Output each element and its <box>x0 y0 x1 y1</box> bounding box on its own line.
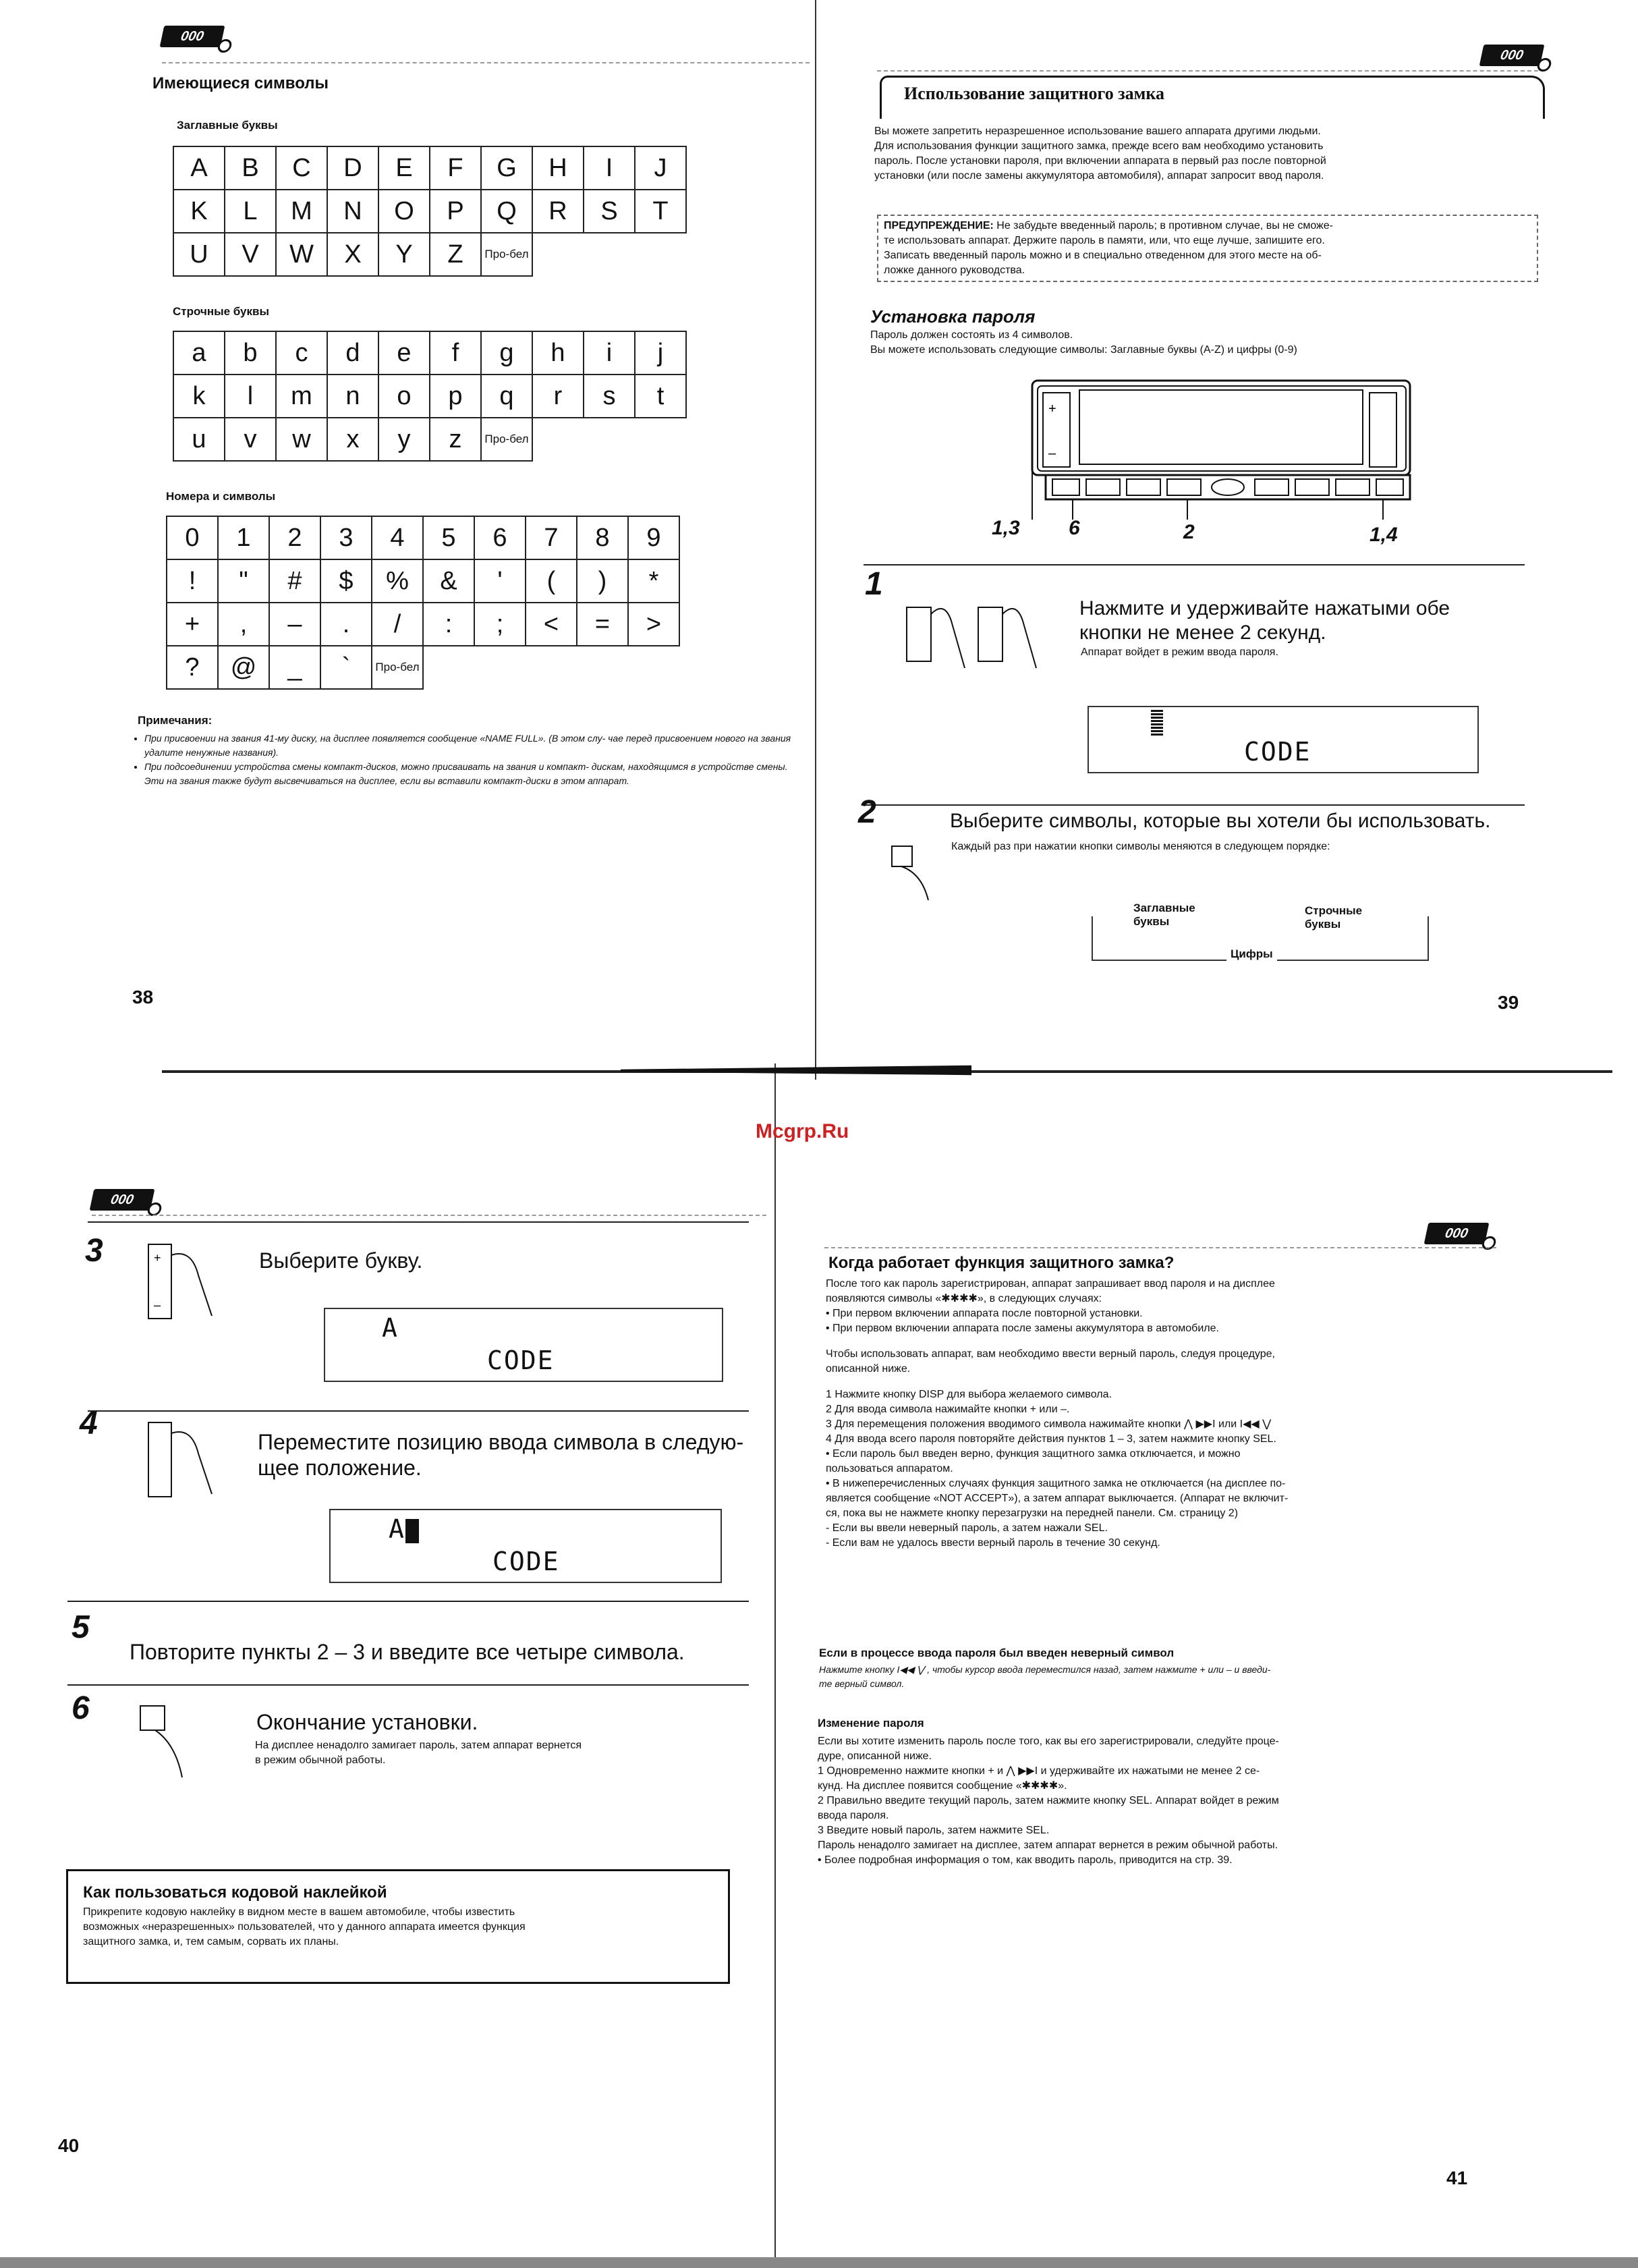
symbol-cell: 9 <box>628 516 679 559</box>
symbol-cell: x <box>327 418 378 461</box>
symbol-cell: * <box>628 559 679 603</box>
brand-logo: 000 <box>90 1189 155 1211</box>
callout-label: 6 <box>1069 517 1080 539</box>
symbol-cell: R <box>532 190 584 233</box>
symbol-cell: < <box>526 603 577 646</box>
symbol-cell: $ <box>320 559 372 603</box>
section-heading: Строчные буквы <box>173 305 269 318</box>
symbol-cell: n <box>327 375 378 418</box>
callout-label: 1,4 <box>1369 524 1398 546</box>
intro-text: Вы можете запретить неразрешенное использование вашего аппарата другими людьми. Для использования функции защитного замка, прежде всего вам необходимо установить пароль. После установки пароля, при включении аппарата в первый раз после повторной установки (или после замены аккумулятора автомобиля), аппарат запросит ввод пароля. <box>874 126 1326 182</box>
step-subtext: Аппарат войдет в режим ввода пароля. <box>1081 646 1278 658</box>
symbol-cell: l <box>225 375 276 418</box>
symbol-cell: U <box>173 233 225 276</box>
symbol-cell: : <box>423 603 474 646</box>
symbol-cell: Про-бел <box>481 233 532 276</box>
cycle-item: Заглавные буквы <box>1133 902 1214 929</box>
lcd-display: A CODE <box>329 1509 722 1583</box>
symbol-cell: C <box>276 146 327 190</box>
finger-press-icon <box>146 1420 227 1508</box>
sticker-box: Как пользоваться кодовой наклейкой Прикрепите кодовую наклейку в видном месте в вашем автомобиле, чтобы известить возможных «неразрешенных» пользователей, что у данного аппарата имеется функция защитного замка, и, тем самым, сорвать их планы. <box>66 1869 730 1984</box>
symbol-cell: & <box>423 559 474 603</box>
step-number: 2 <box>858 794 876 830</box>
symbol-cell: j <box>635 331 686 375</box>
symbol-cell: Про-бел <box>481 418 532 461</box>
symbol-cell: ? <box>167 646 218 689</box>
callout-label: 1,3 <box>992 517 1020 539</box>
symbol-cell: O <box>378 190 430 233</box>
symbol-cell: z <box>430 418 481 461</box>
svg-text:+: + <box>1048 402 1056 416</box>
symbol-cell: 3 <box>320 516 372 559</box>
step-text: Повторите пункты 2 – 3 и введите все четыре символа. <box>130 1640 685 1664</box>
section-heading: Заглавные буквы <box>177 119 278 132</box>
symbol-cell: Z <box>430 233 481 276</box>
symbol-cell: k <box>173 375 225 418</box>
symbol-cell: – <box>269 603 320 646</box>
brand-logo: 000 <box>1424 1223 1490 1244</box>
symbol-cell: , <box>218 603 269 646</box>
symbol-cell: " <box>218 559 269 603</box>
finger-press-icon <box>146 1242 227 1323</box>
empty-cell <box>423 646 474 689</box>
symbol-cell: a <box>173 331 225 375</box>
empty-cell <box>474 646 526 689</box>
symbol-cell: D <box>327 146 378 190</box>
empty-cell <box>628 646 679 689</box>
symbol-cell: q <box>481 375 532 418</box>
symbol-cell: V <box>225 233 276 276</box>
symbol-cell: % <box>372 559 423 603</box>
symbol-cell: m <box>276 375 327 418</box>
symbol-cell: I <box>584 146 635 190</box>
section-title: Когда работает функция защитного замка? <box>828 1254 1175 1272</box>
watermark: Mcgrp.Ru <box>756 1120 849 1142</box>
symbol-cell: b <box>225 331 276 375</box>
subheading: Изменение пароля <box>818 1717 924 1730</box>
symbol-cell: _ <box>269 646 320 689</box>
subheading: Установка пароля <box>870 306 1036 327</box>
symbol-cell: L <box>225 190 276 233</box>
lcd-display: A CODE <box>324 1308 723 1382</box>
symbol-cell: y <box>378 418 430 461</box>
step-text: Выберите символы, которые вы хотели бы использовать. <box>950 810 1491 832</box>
symbol-cell: 5 <box>423 516 474 559</box>
lowercase-table <box>173 331 687 462</box>
warning-box: ПРЕДУПРЕЖДЕНИЕ: Не забудьте введенный пароль; в противном случае, вы не сможе- те использовать аппарат. Держите пароль в памяти, или, что еще лучше, запишите его. Записать введенный пароль можно и в специально отведенном для этого месте на об- ложке данного руководства. <box>877 215 1538 282</box>
symbol-cell: c <box>276 331 327 375</box>
symbol-cell: A <box>173 146 225 190</box>
notes-list <box>144 731 806 788</box>
symbol-cell: N <box>327 190 378 233</box>
symbol-cell: 7 <box>526 516 577 559</box>
intro-text: После того как пароль зарегистрирован, аппарат запрашивает ввод пароля и на дисплее появляются символы «✱✱✱✱», в следующих случаях: • При первом включении аппарата после повторной установки. • При первом включении аппарата после замены аккумулятора в автомобиле. Чтобы использовать аппарат, вам необходимо ввести верный пароль, следуя процедуре, описанной ниже. 1 Нажмите кнопку DISP для выбора желаемого символа. 2 Для ввода символа нажимайте кнопки + или –. 3 Для перемещения положения вводимого символа нажимайте кнопки ⋀ ▶▶I или I◀◀ ⋁ 4 Для ввода всего пароля повторяйте действия пунктов 1 – 3, затем нажмите кнопку SEL. • Если пароль был введен верно, функция защитного замка отключается, и можно пользоваться аппаратом. • В нижеперечисленных случаях функция защитного замка не отключается (на дисплее по- является сообщение «NOT ACCEPT»), а затем аппарат выключается. (Аппарат не включит- ся, пока вы не нажмете кнопку перезагрузки на передней панели. См. страницу 2) - Если вы ввели неверный пароль, а затем нажали SEL. - Если вам не удалось ввести верный пароль в течение 30 секунд. <box>826 1278 1289 1549</box>
symbol-cell: ; <box>474 603 526 646</box>
symbol-cell: 1 <box>218 516 269 559</box>
symbol-cell: F <box>430 146 481 190</box>
symbol-cell: = <box>577 603 628 646</box>
empty-cell <box>532 418 584 461</box>
svg-text:+: + <box>154 1251 161 1265</box>
symbol-cell: . <box>320 603 372 646</box>
symbol-cell: r <box>532 375 584 418</box>
empty-cell <box>635 233 686 276</box>
brand-logo: 000 <box>1479 45 1545 66</box>
subheading: Если в процессе ввода пароля был введен неверный символ <box>819 1647 1175 1659</box>
step-number: 6 <box>72 1690 90 1726</box>
symbol-cell: ) <box>577 559 628 603</box>
symbol-cell: W <box>276 233 327 276</box>
symbol-cell: i <box>584 331 635 375</box>
symbol-cell: 2 <box>269 516 320 559</box>
symbol-cell: G <box>481 146 532 190</box>
symbol-cell: w <box>276 418 327 461</box>
brand-logo: 000 <box>160 26 225 47</box>
symbol-cell: / <box>372 603 423 646</box>
symbol-cell: s <box>584 375 635 418</box>
step-text: Нажмите и удерживайте нажатыми обе кнопки не менее 2 секунд. <box>1079 597 1450 644</box>
symbol-cell: d <box>327 331 378 375</box>
symbol-cell: 8 <box>577 516 628 559</box>
symbol-cell: J <box>635 146 686 190</box>
page-number: 40 <box>58 2135 80 2156</box>
empty-cell <box>532 233 584 276</box>
symbol-cell: 6 <box>474 516 526 559</box>
cycle-item: Цифры <box>1226 947 1277 961</box>
symbol-cell: M <box>276 190 327 233</box>
symbol-cell: e <box>378 331 430 375</box>
page-number: 39 <box>1498 992 1519 1013</box>
symbol-cell: 0 <box>167 516 218 559</box>
head-unit-drawing <box>1005 378 1423 526</box>
notes-title: Примечания: <box>138 714 213 727</box>
page-number: 38 <box>132 987 154 1007</box>
empty-cell <box>584 418 635 461</box>
set-text: Пароль должен состоять из 4 символов. Вы можете использовать следующие символы: Заглавные буквы (A-Z) и цифры (0-9) <box>870 329 1297 356</box>
symbol-cell: Про-бел <box>372 646 423 689</box>
numbers-table <box>166 516 680 690</box>
callout-label: 2 <box>1183 521 1195 543</box>
symbol-cell: H <box>532 146 584 190</box>
finger-press-icon <box>135 1700 202 1788</box>
step-number: 5 <box>72 1609 90 1645</box>
note-item: • При подсоединении устройства смены компакт-дисков, можно присваивать на звания и компакт- дискам, находящимся в устройстве смены. Эти на звания также будут высвечиваться на дисплее, если вы вставили компакт-диски в этом аппарат. <box>144 760 806 788</box>
symbol-cell: T <box>635 190 686 233</box>
empty-cell <box>526 646 577 689</box>
section-title: Использование защитного замка <box>904 84 1164 103</box>
symbol-cell: ! <box>167 559 218 603</box>
symbol-cell: > <box>628 603 679 646</box>
step-number: 1 <box>865 566 883 602</box>
svg-text:–: – <box>1048 446 1056 461</box>
symbol-cell: S <box>584 190 635 233</box>
symbol-cell: @ <box>218 646 269 689</box>
symbol-cell: f <box>430 331 481 375</box>
empty-cell <box>635 418 686 461</box>
step-number: 4 <box>80 1406 98 1441</box>
symbol-cell: K <box>173 190 225 233</box>
symbol-cell: h <box>532 331 584 375</box>
lcd-display: CODE <box>1088 706 1479 773</box>
finger-press-icon <box>888 842 942 916</box>
step-subtext: Каждый раз при нажатии кнопки символы меняются в следующем порядке: <box>951 841 1330 852</box>
step-text: Переместите позицию ввода символа в следую- щее положение. <box>258 1430 744 1480</box>
symbol-cell: ( <box>526 559 577 603</box>
symbol-cell: P <box>430 190 481 233</box>
symbol-cell: Q <box>481 190 532 233</box>
symbol-cell: B <box>225 146 276 190</box>
symbol-cell: 4 <box>372 516 423 559</box>
note-item: • При присвоении на звания 41-му диску, на дисплее появляется сообщение «NAME FULL». (В этом слу- чае перед присвоением нового на звания удалите ненужные названия). <box>144 731 806 760</box>
symbol-cell: o <box>378 375 430 418</box>
section-heading: Номера и символы <box>166 490 276 503</box>
empty-cell <box>584 233 635 276</box>
symbol-cell: E <box>378 146 430 190</box>
page-number: 41 <box>1446 2167 1468 2188</box>
uppercase-table <box>173 146 687 277</box>
step-text: Окончание установки. <box>256 1710 478 1734</box>
wrong-text: Нажмите кнопку I◀◀ ⋁ , чтобы курсор ввода переместился назад, затем нажмите + или – и введи- те верный символ. <box>819 1664 1271 1689</box>
step-text: Выберите букву. <box>259 1248 423 1273</box>
symbol-cell: + <box>167 603 218 646</box>
symbol-cell: ` <box>320 646 372 689</box>
symbol-cell: X <box>327 233 378 276</box>
symbol-cell: g <box>481 331 532 375</box>
svg-text:–: – <box>154 1298 161 1312</box>
symbol-cell: p <box>430 375 481 418</box>
step-number: 3 <box>85 1233 103 1269</box>
symbol-cell: v <box>225 418 276 461</box>
symbol-cell: ' <box>474 559 526 603</box>
change-text: Если вы хотите изменить пароль после того, как вы его зарегистрировали, следуйте проце- дуре, описанной ниже. 1 Одновременно нажмите кнопки + и ⋀ ▶▶I и удерживайте их нажатыми не менее 2 се- кунд. На дисплее появится сообщение «✱✱✱✱». 2 Правильно введите текущий пароль, затем нажмите кнопку SEL. Аппарат войдет в режим ввода пароля. 3 Введите новый пароль, затем нажмите SEL. Пароль ненадолго замигает на дисплее, затем аппарат вернется в режим обычной работы. • Более подробная информация о том, как вводить пароль, приводится на стр. 39. <box>818 1736 1279 1866</box>
finger-press-icon <box>904 601 1039 675</box>
symbol-cell: # <box>269 559 320 603</box>
symbol-cell: u <box>173 418 225 461</box>
page-title: Имеющиеся символы <box>152 74 329 92</box>
symbol-cell: t <box>635 375 686 418</box>
symbol-cell: Y <box>378 233 430 276</box>
cycle-item: Строчные буквы <box>1305 904 1386 931</box>
step-subtext: На дисплее ненадолго замигает пароль, затем аппарат вернется в режим обычной работы. <box>255 1740 582 1766</box>
empty-cell <box>577 646 628 689</box>
